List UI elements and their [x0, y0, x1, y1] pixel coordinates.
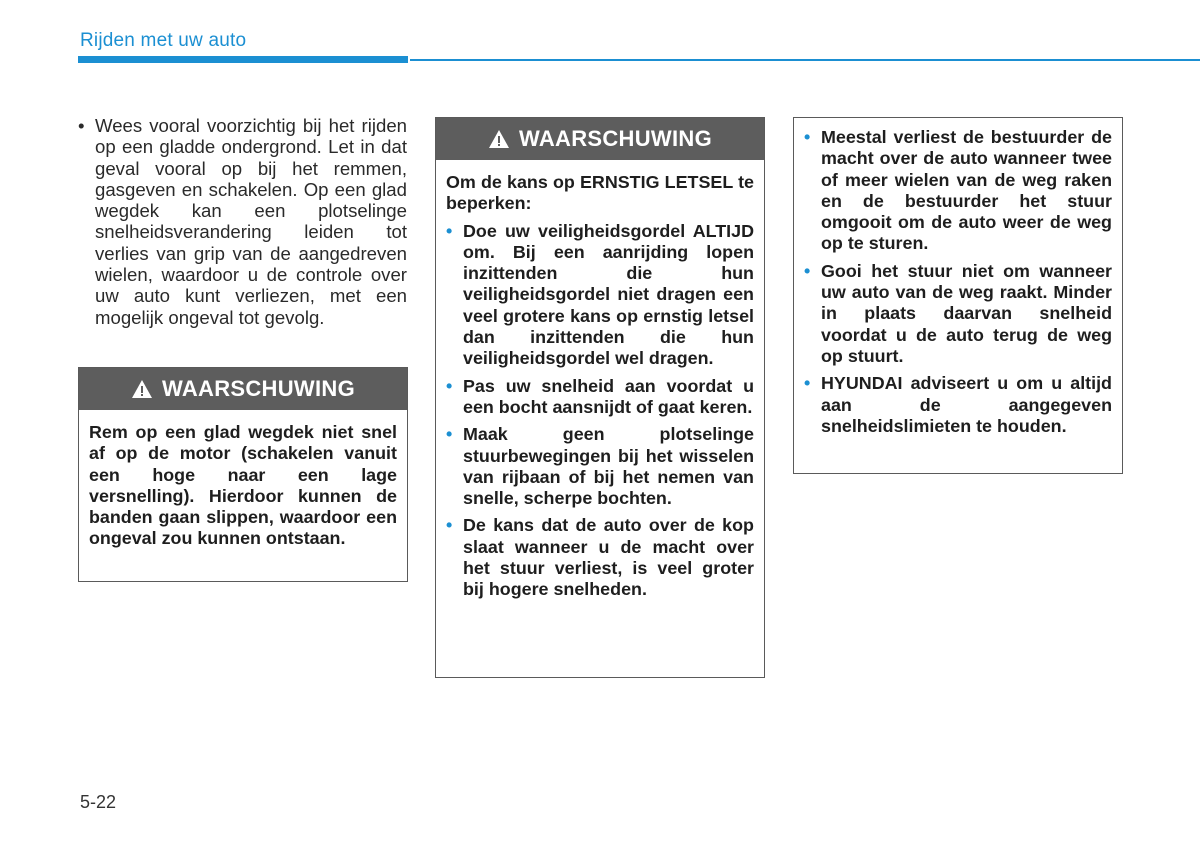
warning-intro: Om de kans op ERNSTIG LETSEL te beperken: [446, 172, 754, 214]
warning-title: WAARSCHUWING [161, 376, 356, 401]
bullet-dot: • [804, 127, 811, 147]
list-item-text: Doe uw veiligheidsgordel ALTIJD om. Bij een aanrijding lopen inzittenden die hun veiligheidsgordel niet dragen een veel grotere kans op ernstig letsel dan inzittenden die hun veiligheidsgordel wel dragen. [463, 220, 754, 369]
list-item-text: HYUNDAI adviseert u om u altijd aan de aangegeven snelheidslimieten te houden. [821, 373, 1112, 436]
bullet-dot: • [804, 373, 811, 394]
list-item [804, 373, 1112, 437]
warning-body [436, 160, 764, 611]
list-item [446, 376, 754, 419]
warning-body [794, 118, 1122, 447]
list-item-text: Wees vooral voorzichtig bij het rijden op een gladde ondergrond. Let in dat geval vooral op bij het remmen, gasgeven en schakelen. Op een glad wegdek kan een plotselinge snelheidsverandering leiden tot verlies van grip van de aangedreven wielen, waardoor u de controle over uw auto kunt verliezen, met een mogelijk ongeval tot gevolg. [95, 115, 407, 328]
list-item-text: Pas uw snelheid aan voordat u een bocht aansnijdt of gaat keren. [463, 375, 754, 417]
page-number: 5-22 [80, 792, 117, 812]
header-rule-thin [410, 59, 1200, 61]
warning-triangle-icon [488, 129, 510, 149]
bullet-dot: • [446, 375, 453, 396]
bullet-dot: • [804, 260, 811, 281]
warning-box-1 [78, 367, 408, 582]
bullet-dot: • [446, 220, 453, 241]
list-item [446, 221, 754, 370]
bullet-dot: • [446, 515, 453, 536]
list-item [804, 127, 1112, 255]
list-item-text: De kans dat de auto over de kop slaat wanneer u de macht over het stuur verliest, is veel groter bij hogere snelheden. [463, 515, 754, 600]
list-item [446, 424, 754, 509]
column1-body [78, 115, 407, 328]
bullet-dot: • [446, 424, 453, 445]
warning-box-2 [435, 117, 765, 678]
list-item [78, 115, 407, 328]
list-item-text: Gooi het stuur niet om wanneer uw auto van de weg raakt. Minder in plaats daarvan snelheid voordat u de auto terug de weg op stuurt. [821, 260, 1112, 366]
bullet-dot: • [78, 115, 85, 136]
list-item-text: Maak geen plotselinge stuurbewegingen bij het wisselen van rijbaan of bij het nemen van snelle, scherpe bochten. [463, 424, 754, 509]
warning-header [436, 118, 764, 160]
list-item-text: Meestal verliest de bestuurder de macht over de auto wanneer twee of meer wielen van de weg raken en de bestuurder het stuur omgooit om de auto weer de weg op te sturen. [821, 127, 1112, 254]
warning-box-continued [793, 117, 1123, 474]
warning-triangle-icon [131, 379, 153, 399]
list-item [446, 515, 754, 600]
warning-header [79, 368, 407, 410]
header-rule-thick [78, 56, 408, 63]
warning-title: WAARSCHUWING [518, 126, 713, 151]
list-item [804, 261, 1112, 367]
warning-body: Rem op een glad wegdek niet snel af op de motor (schakelen vanuit een hoge naar een lage versnelling). Hierdoor kunnen de banden gaan slippen, waardoor een ongeval zou kunnen ontstaan. [89, 422, 397, 549]
section-title: Rijden met uw auto [80, 30, 247, 51]
